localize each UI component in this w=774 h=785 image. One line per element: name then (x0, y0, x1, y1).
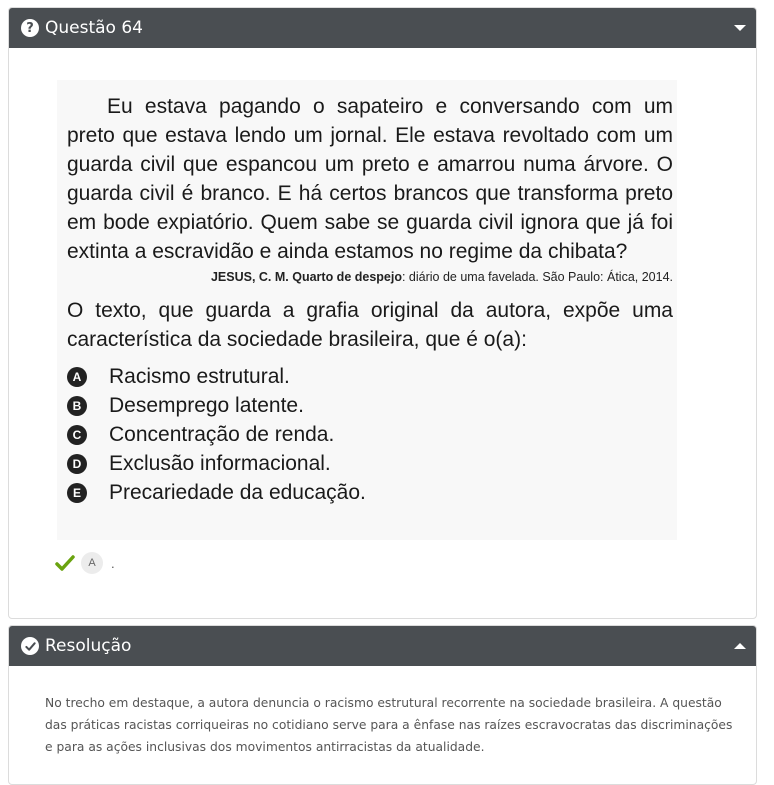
option-a[interactable] (67, 362, 673, 391)
resolution-title: Resolução (45, 636, 132, 656)
passage-text: Eu estava pagando o sapateiro e conversando com um preto que estava lendo um jornal. Ele estava revoltado com um guarda civil que espancou um preto e amarrou numa árvore. O guarda civil é branco. E há certos brancos que transforma preto em bode expiatório. Quem sabe se guarda civil ignora que já foi extinta a escravidão e ainda estamos no regime da chibata? (67, 95, 673, 263)
options-list (67, 362, 673, 507)
answer-suffix: . (111, 555, 115, 571)
resolution-header[interactable] (9, 626, 756, 666)
option-text: Concentração de renda. (109, 422, 335, 446)
option-text: Desemprego latente. (109, 393, 304, 417)
answer-row (55, 552, 115, 574)
check-circle-icon (21, 637, 39, 655)
option-letter-badge: A (67, 367, 87, 387)
question-image (57, 80, 677, 540)
answer-letter-chip: A (81, 552, 103, 574)
option-text: Precariedade da educação. (109, 480, 366, 504)
checkmark-icon (55, 553, 75, 573)
collapse-chevron-icon[interactable] (734, 25, 746, 31)
citation-details: : diário de uma favelada. São Paulo: Ática, 2014. (401, 270, 673, 284)
resolution-panel (8, 625, 757, 785)
option-e[interactable] (67, 478, 673, 507)
citation (67, 270, 673, 284)
option-letter-badge: E (67, 483, 87, 503)
expand-chevron-icon[interactable] (734, 643, 746, 649)
option-b[interactable] (67, 391, 673, 420)
question-stem: O texto, que guarda a grafia original da autora, expõe uma característica da sociedade brasileira, que é o(a): (67, 299, 673, 351)
option-d[interactable] (67, 449, 673, 478)
option-c[interactable] (67, 420, 673, 449)
option-text: Racismo estrutural. (109, 364, 290, 388)
question-title: Questão 64 (45, 18, 143, 38)
resolution-text: No trecho em destaque, a autora denuncia o racismo estrutural recorrente na sociedade brasileira. A questão das práticas racistas corriqueiras no cotidiano serve para a ênfase nas raízes escravocratas das discriminações e para as ações inclusivas dos movimentos antirracistas da atualidade. (45, 696, 733, 754)
question-header[interactable] (9, 8, 756, 48)
option-text: Exclusão informacional. (109, 451, 331, 475)
citation-source: JESUS, C. M. Quarto de despejo (210, 270, 402, 284)
option-letter-badge: D (67, 454, 87, 474)
question-panel (8, 7, 757, 619)
option-letter-badge: C (67, 425, 87, 445)
option-letter-badge: B (67, 396, 87, 416)
question-mark-icon: ? (21, 19, 39, 37)
